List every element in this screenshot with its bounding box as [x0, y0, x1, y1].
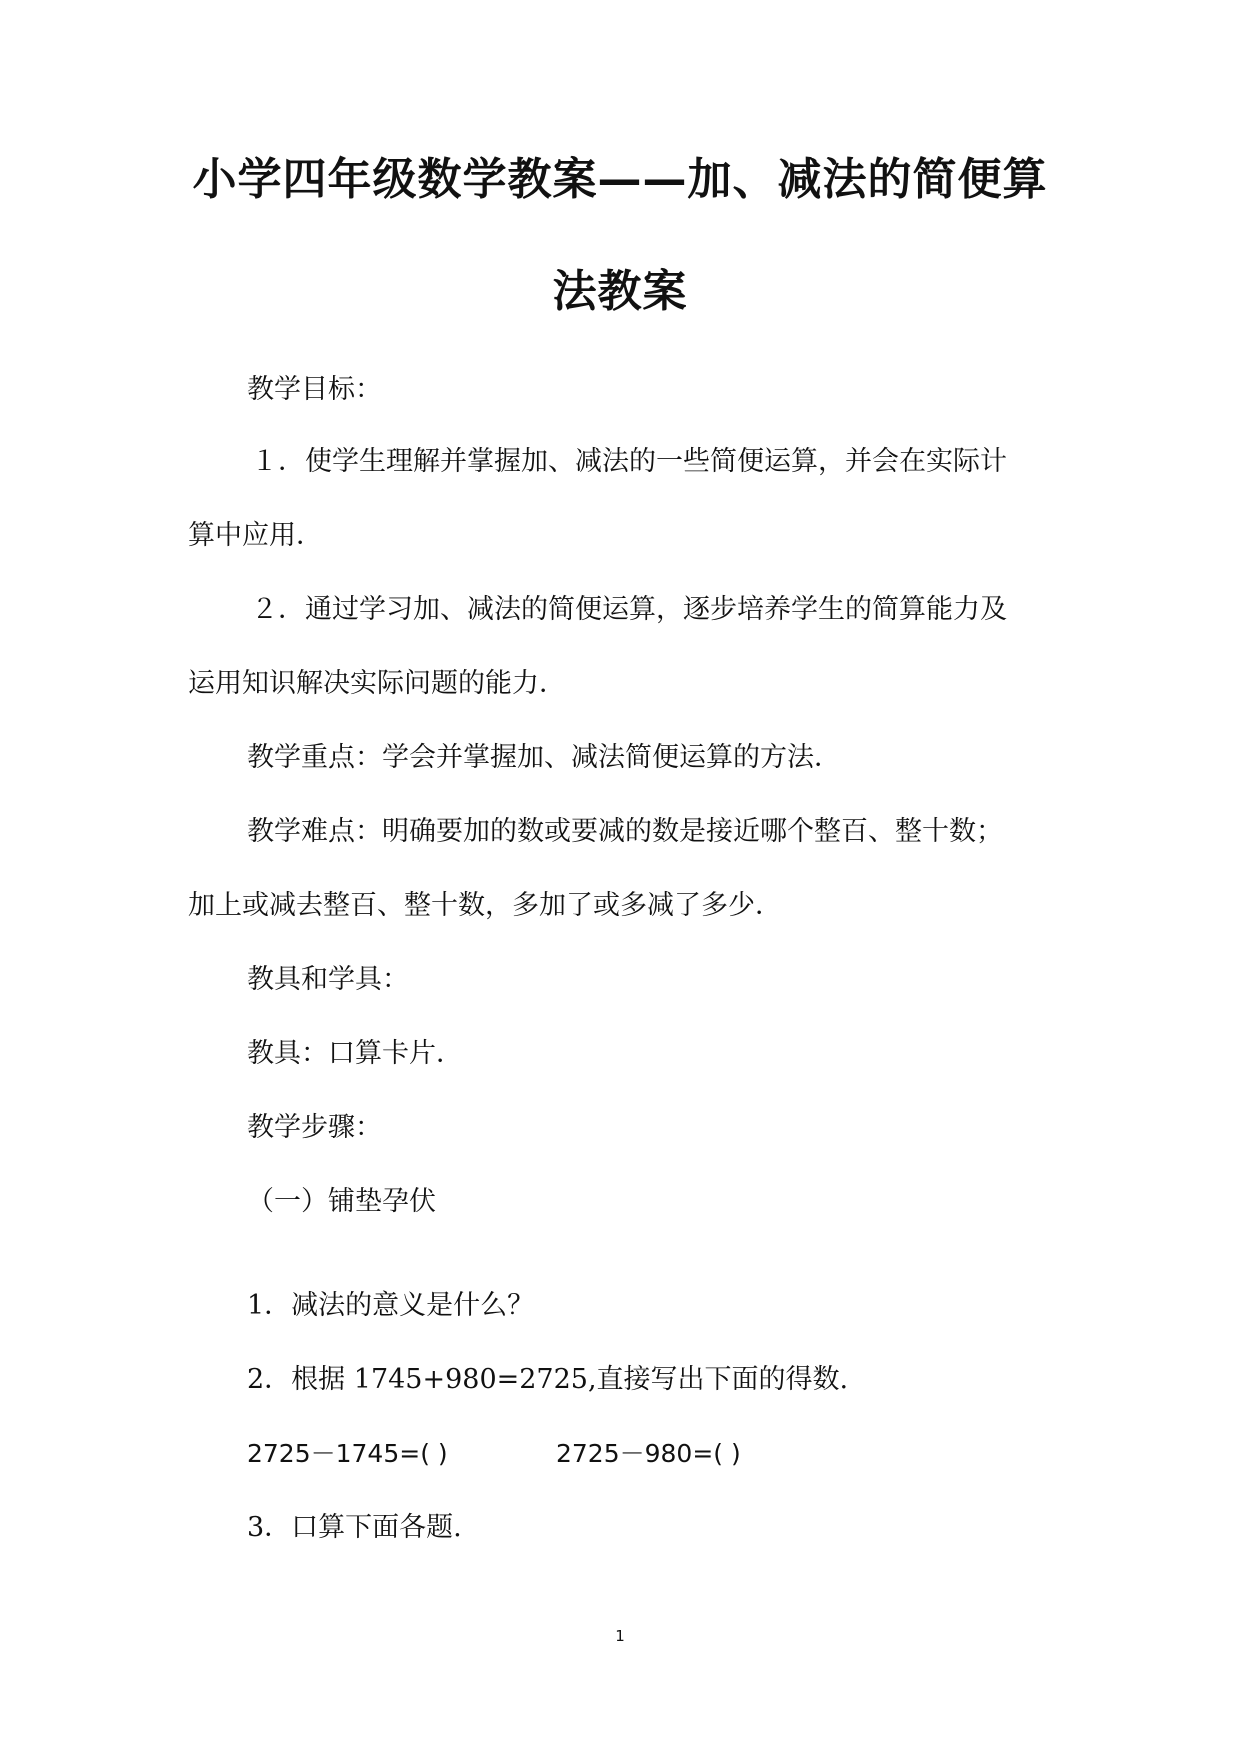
tools-item: 教具：口算卡片． [247, 1038, 463, 1069]
difficulty-line-1: 教学难点：明确要加的数或要减的数是接近哪个整百、整十数； [247, 816, 1003, 847]
question-2: 2．根据 1745+980=2725,直接写出下面的得数. [247, 1364, 849, 1395]
goals-heading: 教学目标： [247, 374, 382, 405]
question-1: 1．减法的意义是什么？ [247, 1290, 535, 1321]
goal-2-line-2: 运用知识解决实际问题的能力． [188, 668, 566, 699]
steps-heading: 教学步骤： [247, 1112, 382, 1143]
goal-2-line-1: ２．通过学习加、减法的简便运算，逐步培养学生的简算能力及 [251, 594, 1007, 625]
goal-1-line-1: １．使学生理解并掌握加、减法的一些简便运算，并会在实际计 [251, 446, 1007, 477]
document-title-line-2: 法教案 [552, 266, 688, 317]
document-title-line-1: 小学四年级数学教案——加、减法的简便算 [192, 154, 1048, 205]
step-one-heading: （一）铺垫孕伏 [247, 1186, 436, 1217]
tools-heading: 教具和学具： [247, 964, 409, 995]
equation-1: 2725－1745=( ) [247, 1439, 448, 1468]
equation-2: 2725－980=( ) [556, 1439, 741, 1468]
goal-1-line-2: 算中应用． [188, 520, 323, 551]
question-3: 3．口算下面各题. [247, 1512, 462, 1543]
page-number: 1 [615, 1627, 625, 1645]
key-point: 教学重点：学会并掌握加、减法简便运算的方法． [247, 742, 841, 773]
difficulty-line-2: 加上或减去整百、整十数，多加了或多减了多少． [188, 890, 782, 921]
